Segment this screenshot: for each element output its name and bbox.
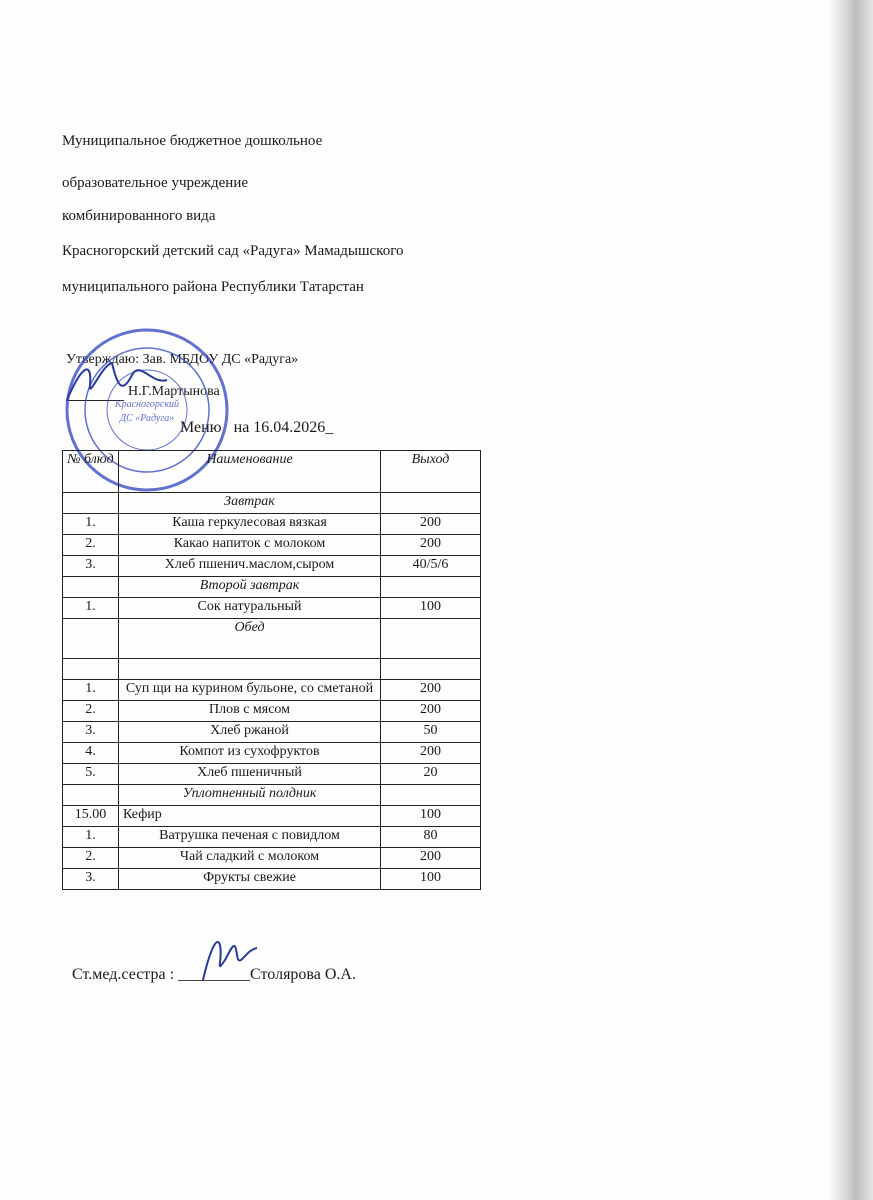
table-row (63, 514, 481, 535)
dish-output: 200 (381, 514, 481, 535)
dish-number: 1. (63, 680, 119, 701)
dish-name: Сок натуральный (119, 598, 381, 619)
org-line: образовательное учреждение (62, 175, 249, 191)
head-signature (62, 355, 172, 405)
table-row (63, 806, 481, 827)
dish-name: Плов с мясом (119, 701, 381, 722)
section-name: Обед (119, 619, 381, 659)
dish-output: 50 (381, 722, 481, 743)
org-line: Красногорский детский сад «Радуга» Мамадышского (62, 243, 404, 259)
dish-number: 1. (63, 598, 119, 619)
dish-name: Хлеб пшеничный (119, 764, 381, 785)
dish-output: 80 (381, 827, 481, 848)
cell-num (63, 493, 119, 514)
org-line: комбинированного вида (62, 208, 216, 224)
cell-output (381, 493, 481, 514)
dish-number: 15.00 (63, 806, 119, 827)
dish-output: 200 (381, 535, 481, 556)
table-row (63, 556, 481, 577)
nurse-name: Столярова О.А. (250, 966, 356, 983)
svg-text:Красногорский: Красногорский (114, 399, 180, 410)
dish-output: 100 (381, 806, 481, 827)
cell-output (381, 785, 481, 806)
dish-name: Ватрушка печеная с повидлом (119, 827, 381, 848)
table-row (63, 743, 481, 764)
cell-num (63, 577, 119, 598)
org-line: муниципального района Республики Татарстан (62, 279, 364, 295)
dish-name: Хлеб пшенич.маслом,сыром (119, 556, 381, 577)
header-name: Наименование (119, 451, 381, 493)
header-output: Выход (381, 451, 481, 493)
table-row (63, 848, 481, 869)
approval-text: Утверждаю: Зав. МБДОУ ДС «Радуга» (66, 352, 299, 367)
section-row (63, 577, 481, 598)
org-line: Муниципальное бюджетное дошкольное (62, 133, 323, 149)
section-row (63, 619, 481, 659)
dish-number: 2. (63, 535, 119, 556)
signature-blank: _________ (178, 966, 251, 983)
dish-output: 200 (381, 701, 481, 722)
section-name: Завтрак (119, 493, 381, 514)
cell-output (381, 577, 481, 598)
cell-name (119, 659, 381, 680)
dish-number: 1. (63, 827, 119, 848)
dish-number: 2. (63, 848, 119, 869)
dish-name: Суп щи на курином бульоне, со сметаной (119, 680, 381, 701)
cell-num (63, 659, 119, 680)
dish-output: 100 (381, 598, 481, 619)
table-row (63, 535, 481, 556)
table-row (63, 722, 481, 743)
cell-output (381, 659, 481, 680)
dish-output: 200 (381, 743, 481, 764)
table-row (63, 598, 481, 619)
dish-number: 2. (63, 701, 119, 722)
section-name: Второй завтрак (119, 577, 381, 598)
dish-number: 3. (63, 869, 119, 890)
dish-number: 5. (63, 764, 119, 785)
header-num: № блюд (63, 451, 119, 493)
table-row (63, 680, 481, 701)
dish-number: 1. (63, 514, 119, 535)
dish-number: 4. (63, 743, 119, 764)
dish-name: Компот из сухофруктов (119, 743, 381, 764)
dish-name: Хлеб ржаной (119, 722, 381, 743)
cell-num (63, 619, 119, 659)
cell-output (381, 619, 481, 659)
section-name: Уплотненный полдник (119, 785, 381, 806)
dish-name: Какао напиток с молоком (119, 535, 381, 556)
nurse-signature (195, 930, 265, 985)
dish-output: 20 (381, 764, 481, 785)
signature-label: Ст.мед.сестра : (72, 966, 179, 983)
table-row (63, 869, 481, 890)
table-row (63, 701, 481, 722)
dish-output: 200 (381, 848, 481, 869)
table-row (63, 827, 481, 848)
svg-text:ДС «Радуга»: ДС «Радуга» (119, 413, 175, 424)
dish-name: Чай сладкий с молоком (119, 848, 381, 869)
section-row (63, 493, 481, 514)
dish-output: 40/5/6 (381, 556, 481, 577)
dish-name: Кефир (119, 806, 381, 827)
dish-number: 3. (63, 722, 119, 743)
empty-row (63, 659, 481, 680)
table-row (63, 764, 481, 785)
dish-number: 3. (63, 556, 119, 577)
section-row (63, 785, 481, 806)
scan-edge-shadow (828, 0, 873, 1200)
cell-num (63, 785, 119, 806)
dish-name: Фрукты свежие (119, 869, 381, 890)
dish-output: 100 (381, 869, 481, 890)
head-name: Н.Г.Мартынова (128, 384, 220, 399)
dish-output: 200 (381, 680, 481, 701)
menu-title: Меню на 16.04.2026_ (180, 419, 334, 436)
dish-name: Каша геркулесовая вязкая (119, 514, 381, 535)
menu-table (62, 450, 481, 890)
